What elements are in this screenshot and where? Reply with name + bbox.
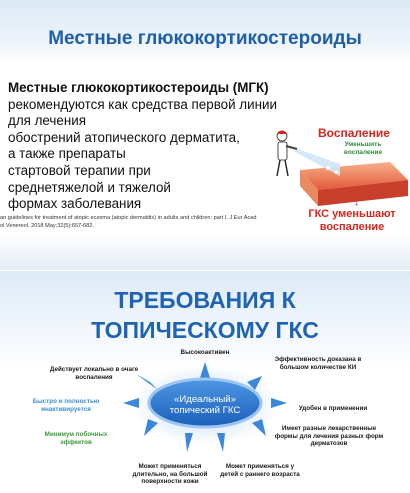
body-line-6: формах заболевания bbox=[8, 196, 142, 212]
req-dosage-forms: Имеет разные лекарственные формы для лечения разных форм дерматозов bbox=[274, 425, 384, 448]
slide-title: Местные глюкокортикостероиды bbox=[48, 28, 362, 49]
center-label bbox=[152, 394, 258, 416]
body-line-2: обострений атопического дерматита, bbox=[8, 129, 240, 145]
arrow-right bbox=[271, 398, 287, 408]
body-line-1: рекомендуются как средства первой линии для лечения bbox=[8, 96, 277, 129]
req-efficacy-proven: Эффективность доказана в большом количестве КИ bbox=[274, 356, 362, 371]
gks-result-label: ГКС уменьшают воспаление bbox=[308, 208, 396, 233]
down-arrow-icon: ↓ bbox=[354, 196, 360, 208]
arrow-left bbox=[123, 398, 139, 408]
slide2-title-line-2: ТОПИЧЕСКОМУ ГКС bbox=[91, 317, 319, 343]
req-fast-inactivation: Быстро и полностью инактивируется bbox=[32, 398, 100, 413]
center-label-line-1: «Идеальный» bbox=[174, 394, 236, 405]
req-local-action: Действует локально в очаге воспаления bbox=[49, 366, 139, 381]
reduce-inflammation-label: Уменьшить воспаление bbox=[343, 141, 383, 156]
slide2-title-line-1: ТРЕБОВАНИЯ К bbox=[114, 287, 296, 313]
body-line-3: а также препараты bbox=[8, 146, 126, 162]
center-label-line-2: топический ГКС bbox=[169, 405, 241, 416]
body-bold-heading: Местные глюкокортикостероиды (МГК) bbox=[8, 80, 269, 95]
req-high-activity: Высокоактивен bbox=[180, 349, 230, 356]
body-line-4: стартовой терапии при bbox=[8, 162, 151, 178]
inflammation-label: Воспаление bbox=[318, 126, 390, 140]
req-long-large-area: Может применяться длительно, на большой поверхности кожи bbox=[132, 463, 208, 486]
req-children: Может применяться у детей с раннего возраста bbox=[220, 463, 300, 478]
reference-line-2: ol Venereol. 2018 May;32(5):657-682. bbox=[0, 223, 94, 229]
req-min-side-effects: Минимум побочных эффектов bbox=[44, 431, 108, 446]
reference-line-1: an guidelines for treatment of atopic eczema (atopic dermatitis) in adults and children: part I. J Eur Acad bbox=[0, 215, 257, 221]
req-easy-use: Удобен в применении bbox=[298, 405, 368, 412]
body-line-5: среднетяжелой и тяжелой bbox=[8, 179, 171, 195]
